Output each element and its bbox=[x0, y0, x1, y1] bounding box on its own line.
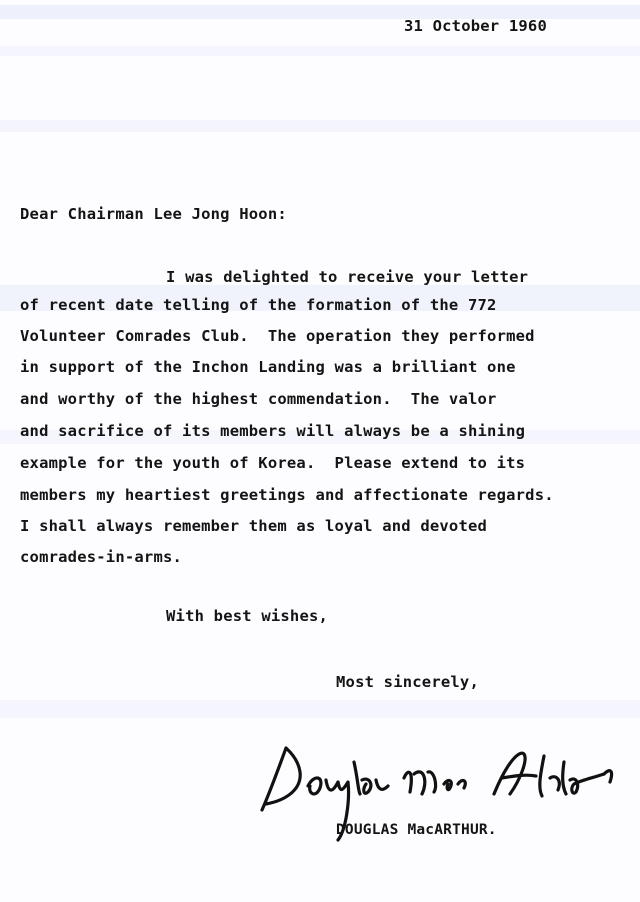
sign-off: Most sincerely, bbox=[336, 673, 479, 691]
scan-streak bbox=[0, 46, 640, 56]
body-line: and sacrifice of its members will always be a shining bbox=[20, 422, 526, 440]
body-line: I shall always remember them as loyal and devoted bbox=[20, 517, 488, 535]
body-line: in support of the Inchon Landing was a brilliant one bbox=[20, 358, 516, 376]
letter-date: 31 October 1960 bbox=[404, 17, 547, 35]
body-line: comrades-in-arms. bbox=[20, 548, 183, 566]
body-line: Volunteer Comrades Club. The operation they performed bbox=[20, 327, 535, 345]
typed-name: DOUGLAS MacARTHUR. bbox=[336, 822, 497, 838]
scan-streak bbox=[0, 700, 640, 718]
salutation: Dear Chairman Lee Jong Hoon: bbox=[20, 205, 287, 223]
body-line: members my heartiest greetings and affectionate regards. bbox=[20, 486, 554, 504]
body-line: of recent date telling of the formation of the 772 bbox=[20, 296, 497, 314]
closing: With best wishes, bbox=[166, 607, 329, 625]
body-line: I was delighted to receive your letter bbox=[166, 268, 529, 286]
body-line: and worthy of the highest commendation. The valor bbox=[20, 390, 497, 408]
body-line: example for the youth of Korea. Please extend to its bbox=[20, 454, 526, 472]
scan-streak bbox=[0, 120, 640, 132]
